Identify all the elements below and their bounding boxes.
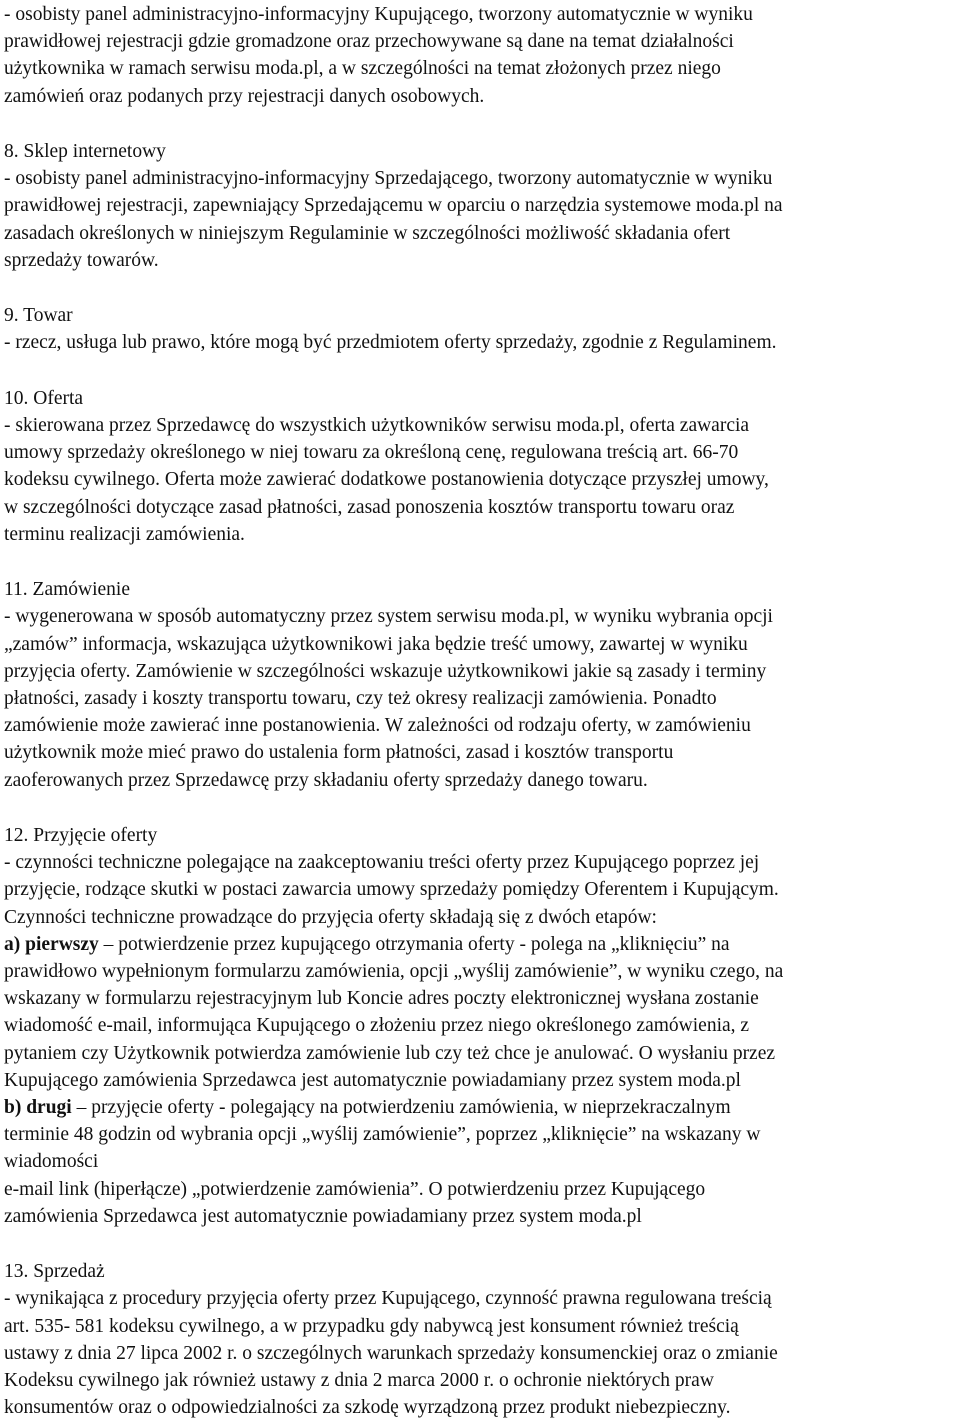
text-line: terminu realizacji zamówienia. — [4, 523, 245, 545]
section-heading: 11. Zamówienie — [4, 579, 130, 601]
text-line: - osobisty panel administracyjno-informacyjny Kupującego, tworzony automatycznie w wyniku — [4, 4, 753, 25]
text-line: użytkownika w ramach serwisu moda.pl, a w szczególności na temat złożonych przez niego — [4, 58, 721, 80]
text-line: wiadomości — [4, 1151, 99, 1173]
text-line: - osobisty panel administracyjno-informacyjny Sprzedającego, tworzony automatycznie w wyniku — [4, 168, 773, 190]
text-line: zamówienie może zawierać inne postanowienia. W zależności od rodzaju oferty, w zamówieniu — [4, 715, 751, 737]
text-line: terminie 48 godzin od wybrania opcji „wyślij zamówienie”, poprzez „kliknięcie” na wskazany w — [4, 1124, 761, 1146]
section-heading: 8. Sklep internetowy — [4, 141, 166, 162]
step-b-text: – przyjęcie oferty - polegający na potwierdzeniu zamówienia, w nieprzekraczalnym — [71, 1097, 731, 1119]
step-a-label: a) pierwszy — [4, 933, 99, 955]
step-a-first-line — [4, 931, 958, 958]
text-line: zasadach określonych w niniejszym Regulaminie w szczególności możliwość składania ofert — [4, 222, 731, 244]
text-line: Kupującego zamówienia Sprzedawca jest automatycznie powiadamiany przez system moda.pl — [4, 1069, 741, 1091]
text-line: - wygenerowana w sposób automatyczny przez system serwisu moda.pl, w wyniku wybrania opcji — [4, 606, 773, 628]
text-line: - wynikająca z procedury przyjęcia oferty przez Kupującego, czynność prawna regulowana treścią — [4, 1288, 772, 1310]
intro-paragraph — [4, 0, 958, 110]
paragraph-spacer — [4, 1230, 958, 1257]
paragraph-spacer — [4, 110, 958, 137]
text-line: prawidłowej rejestracji, zapewniający Sprzedającemu w oparciu o narzędzia systemowe moda.pl na — [4, 195, 783, 217]
section-9 — [4, 301, 958, 356]
text-line: przyjęcia oferty. Zamówienie w szczególności wskazuje użytkownikowi jakie są zasady i terminy — [4, 660, 767, 682]
section-8 — [4, 137, 958, 274]
paragraph-spacer — [4, 357, 958, 384]
text-line: konsumentów oraz o odpowiedzialności za szkodę wyrządzoną przez produkt niebezpieczny. — [4, 1397, 731, 1419]
text-line: Czynności techniczne prowadzące do przyjęcia oferty składają się z dwóch etapów: — [4, 906, 657, 928]
text-line: kodeksu cywilnego. Oferta może zawierać dodatkowe postanowienia dotyczące przyszłej umowy, — [4, 469, 769, 491]
text-line: pytaniem czy Użytkownik potwierdza zamówienie lub czy też chce je anulować. O wysłaniu przez — [4, 1042, 776, 1064]
text-line: wiadomość e-mail, informująca Kupującego o złożeniu przez niego określonego zamówienia, z — [4, 1015, 750, 1037]
text-line: zamówień oraz podanych przy rejestracji danych osobowych. — [4, 85, 485, 107]
text-line: płatności, zasady i koszty transportu towaru, czy też okresy realizacji zamówienia. Ponadto — [4, 688, 717, 710]
section-11 — [4, 575, 958, 794]
section-heading: 9. Towar — [4, 305, 73, 327]
text-line: prawidłowo wypełnionym formularzu zamówienia, opcji „wyślij zamówienie”, w wyniku czego, na — [4, 961, 784, 983]
text-line: wskazany w formularzu rejestracyjnym lub Koncie adres poczty elektronicznej wysłana zostanie — [4, 988, 759, 1010]
text-line: - rzecz, usługa lub prawo, które mogą być przedmiotem oferty sprzedaży, zgodnie z Regulaminem. — [4, 332, 777, 354]
step-b-label: b) drugi — [4, 1097, 72, 1119]
text-line: ustawy z dnia 27 lipca 2002 r. o szczególnych warunkach sprzedaży konsumenckiej oraz o zmianie — [4, 1342, 778, 1364]
text-line: użytkownik może mieć prawo do ustalenia form płatności, zasad i kosztów transportu — [4, 742, 674, 764]
paragraph-spacer — [4, 274, 958, 301]
text-line: - czynności techniczne polegające na zaakceptowaniu treści oferty przez Kupującego poprzez jej — [4, 852, 760, 874]
text-line: art. 535- 581 kodeksu cywilnego, a w przypadku gdy nabywcą jest konsument również treścią — [4, 1315, 739, 1337]
text-line: zamówienia Sprzedawca jest automatycznie powiadamiany przez system moda.pl — [4, 1205, 642, 1227]
text-line: prawidłowej rejestracji gdzie gromadzone oraz przechowywane są dane na temat działalności — [4, 31, 734, 53]
paragraph-spacer — [4, 794, 958, 821]
text-line: w szczególności dotyczące zasad płatności, zasad ponoszenia kosztów transportu towaru oraz — [4, 496, 735, 518]
text-line: „zamów” informacja, wskazująca użytkownikowi jaka będzie treść umowy, zawartej w wyniku — [4, 633, 748, 655]
section-10 — [4, 384, 958, 548]
text-line: przyjęcie, rodzące skutki w postaci zawarcia umowy sprzedaży pomiędzy Oferentem i Kupującym. — [4, 879, 779, 901]
text-line: e-mail link (hiperłącze) „potwierdzenie zamówienia”. O potwierdzeniu przez Kupującego — [4, 1178, 706, 1200]
section-heading: 10. Oferta — [4, 387, 84, 409]
text-line: sprzedaży towarów. — [4, 249, 159, 271]
section-13 — [4, 1257, 958, 1421]
section-12 — [4, 821, 958, 1230]
text-line: zaoferowanych przez Sprzedawcę przy składaniu oferty sprzedaży danego towaru. — [4, 769, 648, 791]
step-a-text: – potwierdzenie przez kupującego otrzymania oferty - polega na „kliknięciu” na — [98, 933, 730, 955]
text-line: - skierowana przez Sprzedawcę do wszystkich użytkowników serwisu moda.pl, oferta zawarcia — [4, 415, 750, 436]
step-b-first-line — [4, 1094, 958, 1121]
section-heading: 12. Przyjęcie oferty — [4, 825, 158, 847]
text-line: umowy sprzedaży określonego w niej towaru za określoną cenę, regulowana treścią art. 66-70 — [4, 442, 739, 464]
text-line: Kodeksu cywilnego jak również ustawy z dnia 2 marca 2000 r. o ochronie niektórych praw — [4, 1370, 714, 1392]
paragraph-spacer — [4, 548, 958, 575]
section-heading: 13. Sprzedaż — [4, 1261, 105, 1283]
